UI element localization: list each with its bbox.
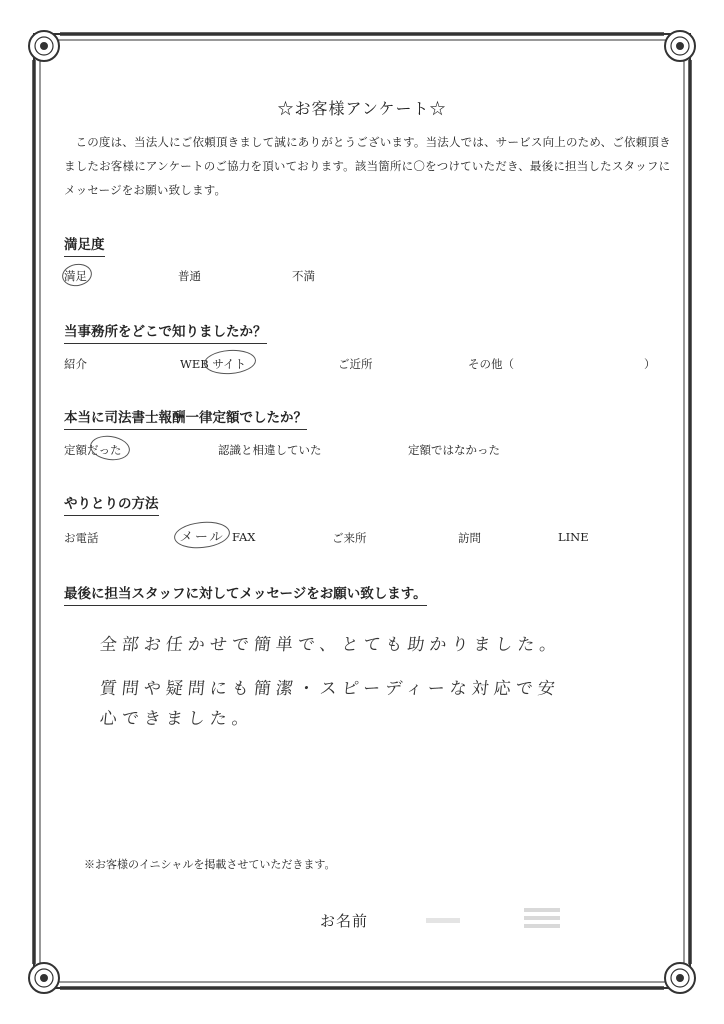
option-neutral[interactable]: 普通 — [178, 269, 201, 283]
corner-ornament-bottom-left — [29, 963, 59, 993]
page-title: ☆お客様アンケート☆ — [277, 99, 447, 118]
section-heading-fee: 本当に司法書士報酬一律定額でしたか？ — [64, 406, 307, 430]
corner-ornament-bottom-right — [665, 963, 695, 993]
option-fax[interactable]: FAX — [232, 530, 256, 544]
section-heading-source: 当事務所をどこで知りましたか？ — [64, 320, 267, 344]
option-phone[interactable]: お電話 — [64, 531, 99, 545]
section-heading-satisfaction: 満足度 — [64, 233, 105, 257]
option-not-fixed[interactable]: 定額ではなかった — [408, 443, 500, 457]
section-heading-contact: やりとりの方法 — [64, 492, 159, 516]
handwritten-message-line-3: 心できました。 — [98, 709, 255, 729]
option-fixed-fee[interactable]: 定額だった — [64, 443, 122, 457]
initials-note: ※お客様のイニシャルを掲載させていただきます。 — [84, 858, 336, 871]
option-referral[interactable]: 紹介 — [64, 357, 87, 371]
option-visit-office[interactable]: ご来所 — [332, 531, 367, 545]
option-mail-handwritten[interactable]: メール — [179, 530, 226, 545]
section-heading-message: 最後に担当スタッフに対してメッセージをお願い致します。 — [64, 582, 427, 606]
redacted-name-mark — [524, 924, 560, 928]
intro-text: この度は、当法人にご依頼頂きまして誠にありがとうございます。当法人では、サービス向上のため、ご依頼頂きましたお客様にアンケートのご協力を頂いております。該当箇所に〇をつけていただき、最後に担当したスタッフにメッセージをお願い致します。 — [64, 135, 671, 197]
option-other-close: ） — [644, 357, 656, 371]
redacted-name-mark — [426, 918, 460, 923]
option-home-visit[interactable]: 訪問 — [458, 531, 481, 545]
option-different[interactable]: 認識と相違していた — [218, 443, 322, 457]
option-unsatisfied[interactable]: 不満 — [292, 269, 315, 283]
option-neighborhood[interactable]: ご近所 — [338, 357, 373, 371]
name-label: お名前 — [320, 912, 369, 930]
redacted-name-mark — [524, 908, 560, 912]
corner-ornament-top-right — [665, 31, 695, 61]
corner-ornament-top-left — [29, 31, 59, 61]
handwritten-message-line-1: 全部お任かせで簡単で、とても助かりました。 — [98, 635, 563, 655]
handwritten-message-line-2: 質問や疑問にも簡潔・スピーディーな対応で安 — [98, 679, 561, 699]
option-website[interactable]: WEB サイト — [180, 357, 247, 371]
option-line[interactable]: LINE — [558, 530, 589, 544]
option-satisfied[interactable]: 満足 — [64, 269, 87, 283]
option-other[interactable]: その他（ — [468, 357, 514, 371]
redacted-name-mark — [524, 916, 560, 920]
